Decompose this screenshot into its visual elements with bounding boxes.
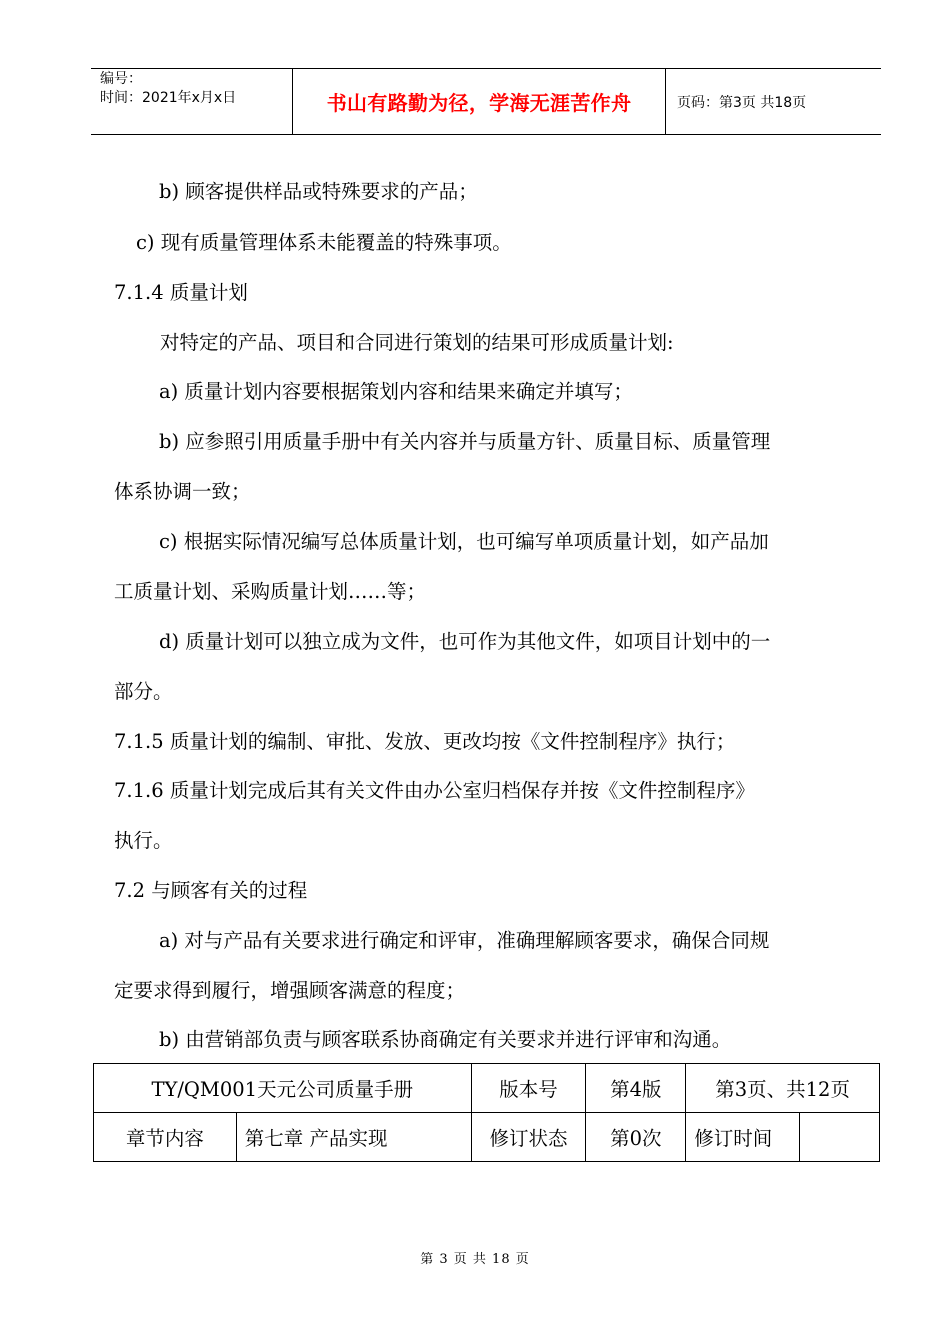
revision-value-cell: 第0次 bbox=[586, 1113, 686, 1162]
header-motto: 书山有路勤为径，学海无涯苦作舟 bbox=[293, 69, 666, 134]
version-label-cell: 版本号 bbox=[471, 1064, 586, 1113]
list-item-a-plan-content: a) 质量计划内容要根据策划内容和结果来确定并填写； bbox=[159, 380, 633, 403]
table-row bbox=[94, 1113, 880, 1162]
list-item-b-sample-products: b) 顾客提供样品或特殊要求的产品； bbox=[159, 180, 478, 203]
document-number-label: 编号： bbox=[100, 71, 142, 87]
list-item-b-continuation: 体系协调一致； bbox=[114, 480, 251, 503]
table-row bbox=[94, 1064, 880, 1113]
section-heading-7-1-4: 7.1.4 质量计划 bbox=[114, 281, 248, 304]
list-item-d-independent-document: d) 质量计划可以独立成为文件，也可作为其他文件，如项目计划中的一 bbox=[159, 630, 771, 653]
page-footer-number: 第 3 页 共 18 页 bbox=[420, 1252, 530, 1267]
page-header bbox=[91, 68, 881, 135]
page-info-cell: 第3页、共12页 bbox=[686, 1064, 880, 1113]
section-value-cell: 第七章 产品实现 bbox=[236, 1113, 471, 1162]
section-heading-7-2: 7.2 与顾客有关的过程 bbox=[114, 879, 308, 902]
list-item-b-reference-manual: b) 应参照引用质量手册中有关内容并与质量方针、质量目标、质量管理 bbox=[159, 430, 771, 453]
list-item-b-marketing-department: b) 由营销部负责与顾客联系协商确定有关要求并进行评审和沟通。 bbox=[159, 1028, 732, 1051]
version-value-cell: 第4版 bbox=[586, 1064, 686, 1113]
document-control-table bbox=[93, 1063, 880, 1162]
list-item-a-requirements-review: a) 对与产品有关要求进行确定和评审，准确理解顾客要求，确保合同规 bbox=[159, 929, 770, 952]
list-item-c-special-matters: c) 现有质量管理体系未能覆盖的特殊事项。 bbox=[136, 231, 512, 254]
list-item-d-continuation: 部分。 bbox=[114, 680, 173, 703]
paragraph-quality-plan-intro: 对特定的产品、项目和合同进行策划的结果可形成质量计划: bbox=[160, 331, 674, 354]
revision-time-value-cell bbox=[800, 1113, 880, 1162]
header-page-number: 页码：第3页 共18页 bbox=[677, 94, 807, 111]
section-label-cell: 章节内容 bbox=[94, 1113, 237, 1162]
list-item-c-overall-plan: c) 根据实际情况编写总体质量计划，也可编写单项质量计划，如产品加 bbox=[159, 530, 769, 553]
revision-label-cell: 修订状态 bbox=[471, 1113, 586, 1162]
list-item-a-continuation: 定要求得到履行，增强顾客满意的程度； bbox=[114, 979, 466, 1002]
revision-time-label-cell: 修订时间 bbox=[686, 1113, 800, 1162]
section-item-7-1-5: 7.1.5 质量计划的编制、审批、发放、更改均按《文件控制程序》执行； bbox=[114, 730, 736, 753]
section-item-7-1-6-continuation: 执行。 bbox=[114, 829, 173, 852]
document-time-label: 时间：2021年x月x日 bbox=[100, 90, 237, 106]
header-meta bbox=[91, 69, 293, 134]
doc-title-cell: TY/QM001天元公司质量手册 bbox=[94, 1064, 472, 1113]
section-item-7-1-6: 7.1.6 质量计划完成后其有关文件由办公室归档保存并按《文件控制程序》 bbox=[114, 779, 755, 802]
list-item-c-continuation: 工质量计划、采购质量计划……等； bbox=[114, 580, 427, 603]
